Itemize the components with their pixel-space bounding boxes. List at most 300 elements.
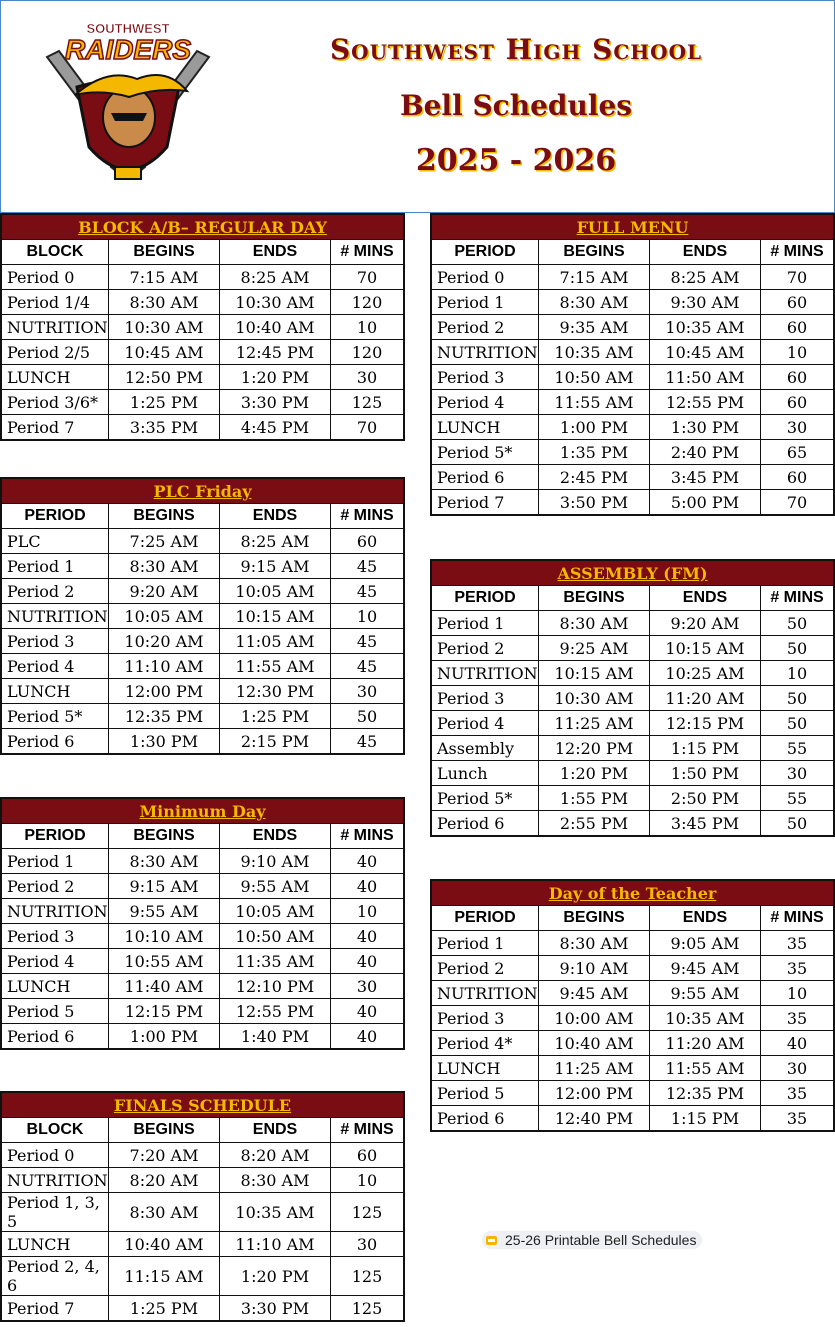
- schedule-title: ASSEMBLY (FM): [431, 560, 834, 586]
- ends-cell: 10:30 AM: [220, 290, 331, 315]
- table-row: [431, 686, 834, 711]
- column-header: BLOCK: [1, 1118, 109, 1143]
- ends-cell: 9:05 AM: [650, 931, 761, 956]
- table-row: [431, 265, 834, 290]
- ends-cell: 5:00 PM: [650, 490, 761, 516]
- period-cell: Period 5: [1, 999, 109, 1024]
- ends-cell: 10:35 AM: [220, 1193, 331, 1232]
- table-row: [1, 1168, 404, 1193]
- period-cell: Period 1: [1, 554, 109, 579]
- minutes-cell: 10: [331, 315, 405, 340]
- minutes-cell: 60: [331, 1143, 405, 1168]
- ends-cell: 12:45 PM: [220, 340, 331, 365]
- ends-cell: 1:20 PM: [220, 1257, 331, 1296]
- minutes-cell: 125: [331, 1257, 405, 1296]
- minutes-cell: 40: [331, 999, 405, 1024]
- ends-cell: 11:05 AM: [220, 629, 331, 654]
- period-cell: Period 3: [431, 686, 539, 711]
- begins-cell: 8:30 AM: [539, 290, 650, 315]
- header-row: [1, 824, 404, 849]
- period-cell: Period 2: [1, 579, 109, 604]
- table-row: [431, 365, 834, 390]
- minutes-cell: 70: [331, 265, 405, 290]
- minutes-cell: 65: [761, 440, 835, 465]
- period-cell: NUTRITION: [1, 315, 109, 340]
- period-cell: Period 5*: [1, 704, 109, 729]
- column-header: ENDS: [650, 240, 761, 265]
- table-row: [431, 340, 834, 365]
- period-cell: Period 0: [431, 265, 539, 290]
- period-cell: Period 6: [1, 729, 109, 755]
- begins-cell: 12:40 PM: [539, 1106, 650, 1132]
- minutes-cell: 50: [331, 704, 405, 729]
- minutes-cell: 70: [761, 490, 835, 516]
- ends-cell: 11:20 AM: [650, 686, 761, 711]
- minutes-cell: 30: [761, 1056, 835, 1081]
- period-cell: NUTRITION: [431, 981, 539, 1006]
- column-header: # MINS: [761, 906, 835, 931]
- ends-cell: 10:45 AM: [650, 340, 761, 365]
- ends-cell: 8:25 AM: [220, 529, 331, 554]
- column-header: ENDS: [650, 586, 761, 611]
- begins-cell: 3:35 PM: [109, 415, 220, 441]
- table-row: [431, 1006, 834, 1031]
- period-cell: Period 6: [431, 465, 539, 490]
- period-cell: Period 5*: [431, 786, 539, 811]
- column-header: # MINS: [761, 240, 835, 265]
- period-cell: LUNCH: [431, 415, 539, 440]
- table-row: [1, 654, 404, 679]
- minutes-cell: 125: [331, 1296, 405, 1322]
- school-name: Southwest High School: [329, 33, 703, 66]
- table-row: [1, 629, 404, 654]
- column-header: # MINS: [331, 240, 405, 265]
- google-slides-icon: [486, 1236, 497, 1245]
- ends-cell: 11:35 AM: [220, 949, 331, 974]
- table-row: [431, 1106, 834, 1132]
- ends-cell: 1:50 PM: [650, 761, 761, 786]
- period-cell: Period 2, 4, 6: [1, 1257, 109, 1296]
- ends-cell: 1:30 PM: [650, 415, 761, 440]
- ends-cell: 10:35 AM: [650, 315, 761, 340]
- svg-text:SOUTHWEST: SOUTHWEST: [86, 21, 170, 36]
- begins-cell: 11:15 AM: [109, 1257, 220, 1296]
- period-cell: NUTRITION: [1, 1168, 109, 1193]
- period-cell: LUNCH: [1, 1232, 109, 1257]
- minutes-cell: 70: [761, 265, 835, 290]
- ends-cell: 3:30 PM: [220, 1296, 331, 1322]
- table-row: [1, 1143, 404, 1168]
- begins-cell: 9:15 AM: [109, 874, 220, 899]
- begins-cell: 9:55 AM: [109, 899, 220, 924]
- minutes-cell: 50: [761, 711, 835, 736]
- begins-cell: 12:15 PM: [109, 999, 220, 1024]
- column-header: PERIOD: [431, 240, 539, 265]
- table-row: [1, 265, 404, 290]
- ends-cell: 3:45 PM: [650, 465, 761, 490]
- table-row: [1, 1257, 404, 1296]
- ends-cell: 10:05 AM: [220, 899, 331, 924]
- ends-cell: 9:30 AM: [650, 290, 761, 315]
- table-row: [1, 340, 404, 365]
- ends-cell: 9:45 AM: [650, 956, 761, 981]
- begins-cell: 12:00 PM: [109, 679, 220, 704]
- ends-cell: 11:10 AM: [220, 1232, 331, 1257]
- column-header: BEGINS: [539, 240, 650, 265]
- table-row: [1, 315, 404, 340]
- ends-cell: 8:30 AM: [220, 1168, 331, 1193]
- period-cell: LUNCH: [1, 365, 109, 390]
- ends-cell: 11:50 AM: [650, 365, 761, 390]
- table-row: [1, 365, 404, 390]
- minutes-cell: 40: [331, 949, 405, 974]
- begins-cell: 1:55 PM: [539, 786, 650, 811]
- minutes-cell: 35: [761, 1106, 835, 1132]
- begins-cell: 12:00 PM: [539, 1081, 650, 1106]
- ends-cell: 11:55 AM: [220, 654, 331, 679]
- table-row: [431, 390, 834, 415]
- minutes-cell: 30: [761, 415, 835, 440]
- header-row: [431, 240, 834, 265]
- column-header: BLOCK: [1, 240, 109, 265]
- begins-cell: 9:35 AM: [539, 315, 650, 340]
- minutes-cell: 10: [761, 661, 835, 686]
- period-cell: NUTRITION: [1, 899, 109, 924]
- minutes-cell: 40: [331, 1024, 405, 1050]
- begins-cell: 1:25 PM: [109, 390, 220, 415]
- header-row: [1, 1118, 404, 1143]
- column-header: # MINS: [761, 586, 835, 611]
- minutes-cell: 10: [331, 604, 405, 629]
- column-header: ENDS: [220, 240, 331, 265]
- begins-cell: 10:05 AM: [109, 604, 220, 629]
- minutes-cell: 50: [761, 811, 835, 837]
- ends-cell: 3:30 PM: [220, 390, 331, 415]
- begins-cell: 10:30 AM: [539, 686, 650, 711]
- ends-cell: 2:50 PM: [650, 786, 761, 811]
- ends-cell: 12:30 PM: [220, 679, 331, 704]
- minutes-cell: 30: [331, 679, 405, 704]
- begins-cell: 12:35 PM: [109, 704, 220, 729]
- period-cell: NUTRITION: [431, 340, 539, 365]
- period-cell: Period 2: [431, 956, 539, 981]
- begins-cell: 11:25 AM: [539, 1056, 650, 1081]
- column-header: ENDS: [220, 504, 331, 529]
- minutes-cell: 60: [761, 290, 835, 315]
- period-cell: LUNCH: [1, 679, 109, 704]
- period-cell: Period 1, 3, 5: [1, 1193, 109, 1232]
- minutes-cell: 45: [331, 629, 405, 654]
- period-cell: Period 7: [1, 1296, 109, 1322]
- begins-cell: 10:40 AM: [109, 1232, 220, 1257]
- minutes-cell: 50: [761, 636, 835, 661]
- ends-cell: 12:55 PM: [650, 390, 761, 415]
- begins-cell: 8:20 AM: [109, 1168, 220, 1193]
- table-row: [1, 290, 404, 315]
- minutes-cell: 30: [331, 974, 405, 999]
- begins-cell: 11:40 AM: [109, 974, 220, 999]
- table-row: [1, 604, 404, 629]
- period-cell: Period 1: [431, 611, 539, 636]
- period-cell: NUTRITION: [1, 604, 109, 629]
- school-year: 2025 - 2026: [415, 143, 617, 178]
- schedule-title: Minimum Day: [1, 798, 404, 824]
- begins-cell: 7:20 AM: [109, 1143, 220, 1168]
- period-cell: LUNCH: [431, 1056, 539, 1081]
- begins-cell: 7:25 AM: [109, 529, 220, 554]
- table-row: [431, 465, 834, 490]
- table-row: [1, 704, 404, 729]
- begins-cell: 1:30 PM: [109, 729, 220, 755]
- begins-cell: 10:55 AM: [109, 949, 220, 974]
- header-row: [1, 240, 404, 265]
- page-subtitle: Bell Schedules: [399, 89, 633, 122]
- ends-cell: 1:25 PM: [220, 704, 331, 729]
- ends-cell: 4:45 PM: [220, 415, 331, 441]
- begins-cell: 10:10 AM: [109, 924, 220, 949]
- period-cell: Period 6: [1, 1024, 109, 1050]
- minutes-cell: 50: [761, 611, 835, 636]
- period-cell: Period 3: [1, 924, 109, 949]
- period-cell: Lunch: [431, 761, 539, 786]
- minutes-cell: 125: [331, 390, 405, 415]
- minutes-cell: 45: [331, 654, 405, 679]
- header-row: [431, 906, 834, 931]
- ends-cell: 8:25 AM: [220, 265, 331, 290]
- table-row: [431, 1081, 834, 1106]
- svg-text:RAIDERS: RAIDERS: [64, 34, 192, 65]
- begins-cell: 1:35 PM: [539, 440, 650, 465]
- minutes-cell: 70: [331, 415, 405, 441]
- period-cell: Period 4: [431, 711, 539, 736]
- raiders-logo: [37, 17, 219, 199]
- begins-cell: 11:25 AM: [539, 711, 650, 736]
- ends-cell: 10:50 AM: [220, 924, 331, 949]
- table-row: [431, 711, 834, 736]
- begins-cell: 10:35 AM: [539, 340, 650, 365]
- minutes-cell: 35: [761, 931, 835, 956]
- begins-cell: 10:30 AM: [109, 315, 220, 340]
- table-row: [431, 981, 834, 1006]
- ends-cell: 1:20 PM: [220, 365, 331, 390]
- printable-schedules-link[interactable]: [482, 1231, 702, 1249]
- schedule-title: PLC Friday: [1, 478, 404, 504]
- schedule-block-ab: [0, 213, 405, 441]
- schedule-day-of-teacher: [430, 879, 835, 1132]
- column-header: BEGINS: [109, 824, 220, 849]
- minutes-cell: 30: [331, 365, 405, 390]
- period-cell: Period 3: [431, 1006, 539, 1031]
- table-row: [1, 529, 404, 554]
- column-header: PERIOD: [431, 586, 539, 611]
- table-row: [431, 490, 834, 516]
- table-row: [1, 554, 404, 579]
- period-cell: Period 3: [1, 629, 109, 654]
- begins-cell: 10:00 AM: [539, 1006, 650, 1031]
- ends-cell: 2:15 PM: [220, 729, 331, 755]
- table-row: [431, 661, 834, 686]
- column-header: # MINS: [331, 1118, 405, 1143]
- period-cell: Period 5*: [431, 440, 539, 465]
- minutes-cell: 55: [761, 786, 835, 811]
- ends-cell: 10:40 AM: [220, 315, 331, 340]
- table-row: [1, 1232, 404, 1257]
- period-cell: LUNCH: [1, 974, 109, 999]
- schedule-title: FULL MENU: [431, 214, 834, 240]
- begins-cell: 1:00 PM: [109, 1024, 220, 1050]
- minutes-cell: 10: [331, 899, 405, 924]
- ends-cell: 12:15 PM: [650, 711, 761, 736]
- begins-cell: 8:30 AM: [109, 1193, 220, 1232]
- period-cell: Period 6: [431, 811, 539, 837]
- period-cell: Period 4: [1, 654, 109, 679]
- begins-cell: 8:30 AM: [539, 931, 650, 956]
- ends-cell: 10:15 AM: [650, 636, 761, 661]
- period-cell: Period 7: [1, 415, 109, 441]
- ends-cell: 1:15 PM: [650, 736, 761, 761]
- minutes-cell: 60: [761, 390, 835, 415]
- ends-cell: 11:20 AM: [650, 1031, 761, 1056]
- ends-cell: 9:20 AM: [650, 611, 761, 636]
- minutes-cell: 10: [761, 981, 835, 1006]
- begins-cell: 8:30 AM: [109, 290, 220, 315]
- minutes-cell: 10: [761, 340, 835, 365]
- column-header: # MINS: [331, 824, 405, 849]
- minutes-cell: 30: [331, 1232, 405, 1257]
- printable-schedules-label: 25-26 Printable Bell Schedules: [505, 1232, 697, 1248]
- minutes-cell: 60: [761, 315, 835, 340]
- minutes-cell: 45: [331, 729, 405, 755]
- table-row: [1, 899, 404, 924]
- minutes-cell: 40: [331, 924, 405, 949]
- begins-cell: 9:20 AM: [109, 579, 220, 604]
- schedule-title: BLOCK A/B– REGULAR DAY: [1, 214, 404, 240]
- period-cell: Period 0: [1, 265, 109, 290]
- table-row: [431, 931, 834, 956]
- table-row: [1, 949, 404, 974]
- schedule-title: FINALS SCHEDULE: [1, 1092, 404, 1118]
- schedule-finals: [0, 1091, 405, 1322]
- header-row: [431, 586, 834, 611]
- table-row: [1, 679, 404, 704]
- ends-cell: 10:15 AM: [220, 604, 331, 629]
- begins-cell: 8:30 AM: [539, 611, 650, 636]
- ends-cell: 3:45 PM: [650, 811, 761, 837]
- table-row: [431, 440, 834, 465]
- schedule-minimum-day: [0, 797, 405, 1050]
- table-row: [431, 1031, 834, 1056]
- table-row: [431, 1056, 834, 1081]
- table-row: [1, 390, 404, 415]
- begins-cell: 11:10 AM: [109, 654, 220, 679]
- minutes-cell: 120: [331, 290, 405, 315]
- schedule-full-menu: [430, 213, 835, 516]
- ends-cell: 8:25 AM: [650, 265, 761, 290]
- begins-cell: 10:45 AM: [109, 340, 220, 365]
- minutes-cell: 35: [761, 1081, 835, 1106]
- ends-cell: 12:55 PM: [220, 999, 331, 1024]
- ends-cell: 9:15 AM: [220, 554, 331, 579]
- ends-cell: 9:55 AM: [220, 874, 331, 899]
- ends-cell: 10:25 AM: [650, 661, 761, 686]
- column-header: BEGINS: [109, 1118, 220, 1143]
- schedule-plc-friday: [0, 477, 405, 755]
- begins-cell: 12:50 PM: [109, 365, 220, 390]
- ends-cell: 12:10 PM: [220, 974, 331, 999]
- minutes-cell: 40: [331, 874, 405, 899]
- period-cell: Period 1: [431, 290, 539, 315]
- period-cell: Period 7: [431, 490, 539, 516]
- column-header: ENDS: [650, 906, 761, 931]
- minutes-cell: 125: [331, 1193, 405, 1232]
- period-cell: Period 1: [1, 849, 109, 874]
- column-header: BEGINS: [539, 906, 650, 931]
- period-cell: Period 3: [431, 365, 539, 390]
- minutes-cell: 30: [761, 761, 835, 786]
- column-header: BEGINS: [109, 240, 220, 265]
- begins-cell: 10:50 AM: [539, 365, 650, 390]
- column-header: ENDS: [220, 1118, 331, 1143]
- period-cell: Period 4: [1, 949, 109, 974]
- minutes-cell: 45: [331, 554, 405, 579]
- begins-cell: 7:15 AM: [539, 265, 650, 290]
- table-row: [431, 415, 834, 440]
- ends-cell: 9:10 AM: [220, 849, 331, 874]
- begins-cell: 3:50 PM: [539, 490, 650, 516]
- begins-cell: 1:00 PM: [539, 415, 650, 440]
- ends-cell: 10:35 AM: [650, 1006, 761, 1031]
- header-row: [1, 504, 404, 529]
- period-cell: Assembly: [431, 736, 539, 761]
- table-row: [431, 956, 834, 981]
- begins-cell: 8:30 AM: [109, 849, 220, 874]
- period-cell: NUTRITION: [431, 661, 539, 686]
- column-header: PERIOD: [1, 504, 109, 529]
- begins-cell: 10:40 AM: [539, 1031, 650, 1056]
- ends-cell: 1:40 PM: [220, 1024, 331, 1050]
- table-row: [431, 290, 834, 315]
- ends-cell: 9:55 AM: [650, 981, 761, 1006]
- begins-cell: 11:55 AM: [539, 390, 650, 415]
- table-row: [431, 811, 834, 837]
- table-row: [1, 729, 404, 755]
- minutes-cell: 40: [331, 849, 405, 874]
- period-cell: Period 2/5: [1, 340, 109, 365]
- period-cell: Period 2: [431, 636, 539, 661]
- table-row: [431, 736, 834, 761]
- begins-cell: 1:20 PM: [539, 761, 650, 786]
- table-row: [1, 974, 404, 999]
- period-cell: Period 0: [1, 1143, 109, 1168]
- table-row: [431, 611, 834, 636]
- minutes-cell: 60: [331, 529, 405, 554]
- begins-cell: 10:20 AM: [109, 629, 220, 654]
- table-row: [1, 1024, 404, 1050]
- table-row: [1, 1296, 404, 1322]
- table-row: [431, 315, 834, 340]
- period-cell: Period 1: [431, 931, 539, 956]
- minutes-cell: 50: [761, 686, 835, 711]
- begins-cell: 12:20 PM: [539, 736, 650, 761]
- table-row: [1, 924, 404, 949]
- table-row: [1, 849, 404, 874]
- schedule-title: Day of the Teacher: [431, 880, 834, 906]
- begins-cell: 9:25 AM: [539, 636, 650, 661]
- begins-cell: 2:55 PM: [539, 811, 650, 837]
- begins-cell: 1:25 PM: [109, 1296, 220, 1322]
- begins-cell: 2:45 PM: [539, 465, 650, 490]
- minutes-cell: 35: [761, 1006, 835, 1031]
